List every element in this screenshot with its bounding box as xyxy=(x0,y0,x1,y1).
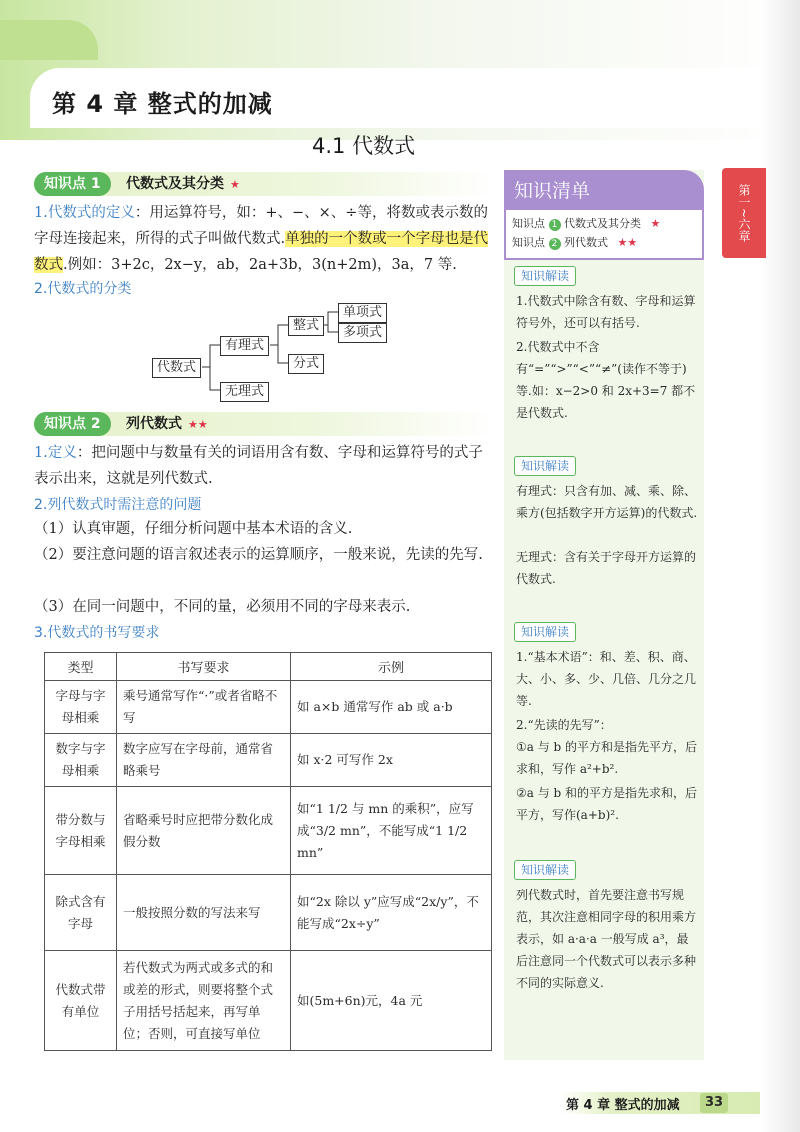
kp1-stars: ★ xyxy=(230,178,240,191)
kp2-notice-heading: 2.列代数式时需注意的问题 xyxy=(34,497,202,513)
kp2-definition xyxy=(34,440,496,492)
kp2-notice-1: （1）认真审题，仔细分析问题中基本术语的含义. xyxy=(34,521,353,537)
diagram-integral: 整式 xyxy=(288,316,324,336)
table-cell-type: 代数式带有单位 xyxy=(45,951,117,1051)
diagram-irrational: 无理式 xyxy=(220,382,269,402)
table-cell-rule: 乘号通常写作“·”或者省略不写 xyxy=(117,681,291,734)
page-edge-shadow xyxy=(760,0,800,1132)
kp2-tag: 知识点 2 xyxy=(34,412,111,436)
kp2-header xyxy=(34,412,494,436)
sidebar-note-4b: 2.“先读的先写”： xyxy=(516,718,612,732)
kp1-def-text-b: .例如：3+2c，2x−y，ab，2a+3b，3(n+2m)，3a，7 等. xyxy=(63,257,457,273)
sidebar-tag-insight: 知识解读 xyxy=(514,456,576,476)
kp2-def-text: ：把问题中与数量有关的词语用含有数、字母和运算符号的式子表示出来，这就是列代数式. xyxy=(34,445,483,487)
kp2-title-text: 列代数式 xyxy=(126,416,182,432)
sidebar-note-4c: ①a 与 b 的平方和是指先平方，后求和，写作 a²+b². xyxy=(516,740,698,776)
sidebar-note-3a: 有理式：只含有加、减、乘、除、乘方(包括数字开方运算)的代数式. xyxy=(516,484,698,520)
table-cell-type: 带分数与字母相乘 xyxy=(45,787,117,875)
table-cell-example: 如“1 1/2 与 mn 的乘积”，应写成“3/2 mn”，不能写成“1 1/2 mn” xyxy=(291,787,492,875)
sidebar-header xyxy=(504,170,704,210)
table-cell-type: 字母与字母相乘 xyxy=(45,681,117,734)
kp2-def-num: 1. xyxy=(34,445,48,461)
sidebar-note-3b: 无理式：含有关于字母开方运算的代数式. xyxy=(516,550,697,586)
sidebar-note-5: 列代数式时，首先要注意书写规范，其次注意相同字母的积用乘方表示，如 a·a·a 一般写成 a³，最后注意同一个代数式可以表示多种不同的实际意义. xyxy=(516,888,697,990)
sidebar-item-stars: ★★ xyxy=(617,236,638,249)
table-cell-rule: 一般按照分数的写法来写 xyxy=(117,875,291,951)
kp1-title-text: 代数式及其分类 xyxy=(126,176,224,192)
sidebar-tag-insight: 知识解读 xyxy=(514,266,576,286)
sidebar-knowledge-list xyxy=(504,210,704,260)
table-row xyxy=(45,875,492,951)
table-header: 示例 xyxy=(291,653,492,681)
page-number: 33 xyxy=(700,1093,728,1113)
table-cell-type: 除式含有字母 xyxy=(45,875,117,951)
sidebar-header-text: 知识清单 xyxy=(514,180,591,202)
sidebar-item-text: 代数式及其分类 xyxy=(564,217,641,230)
kp2-def-label: 定义 xyxy=(47,445,77,461)
kp2-rules-heading: 3.代数式的书写要求 xyxy=(34,625,160,641)
kp1-def-text-a: ：用运算符号，如：+、−、×、÷等，将数或表示数的字母连接起来，所得的式子叫做代数式. xyxy=(34,205,488,247)
table-cell-example: 如“2x 除以 y”应写成“2x/y”，不能写成“2x÷y” xyxy=(291,875,492,951)
writing-rules-table xyxy=(44,652,492,1051)
kp2-notice-3: （3）在同一问题中，不同的量，必须用不同的字母来表示. xyxy=(34,599,411,615)
sidebar-note-4a: 1.“基本术语”：和、差、积、商、大、小、多、少、几倍、几分之几等. xyxy=(516,650,697,708)
kp1-definition xyxy=(34,200,496,278)
chapter-title: 第 4 章 整式的加减 xyxy=(52,90,273,118)
kp1-def-num: 1. xyxy=(34,205,48,221)
kp2-notice-2: （2）要注意问题的语言叙述表示的运算顺序，一般来说，先读的先写. xyxy=(34,547,483,563)
sidebar-item-number: 2 xyxy=(549,238,561,250)
diagram-polynomial: 多项式 xyxy=(338,323,387,343)
diagram-fractional: 分式 xyxy=(288,354,324,374)
sidebar-item-kp2 xyxy=(512,233,696,252)
table-cell-example: 如 a×b 通常写作 ab 或 a·b xyxy=(291,681,492,734)
sidebar-tag-insight: 知识解读 xyxy=(514,860,576,880)
table-row xyxy=(45,951,492,1051)
sidebar-item-stars: ★ xyxy=(650,217,661,230)
kp1-title xyxy=(126,172,240,197)
sidebar-item-label: 知识点 xyxy=(512,236,545,249)
diagram-rational: 有理式 xyxy=(220,336,269,356)
table-header: 类型 xyxy=(45,653,117,681)
diagram-monomial: 单项式 xyxy=(338,303,387,323)
footer-chapter-title: 第 4 章 整式的加减 xyxy=(566,1098,680,1113)
sidebar-item-text: 列代数式 xyxy=(564,236,608,249)
table-header-row xyxy=(45,653,492,681)
kp1-header xyxy=(34,172,494,196)
kp1-def-highlight: 单独的一个数或一个字母也是代数式 xyxy=(34,231,489,273)
sidebar-note-4d: ②a 与 b 和的平方是指先求和，后平方，写作(a+b)². xyxy=(516,786,698,822)
kp2-title xyxy=(126,412,208,437)
header-decor-tab xyxy=(0,20,98,60)
table-row xyxy=(45,734,492,787)
sidebar-note-1: 1.代数式中除含有数、字母和运算符号外，还可以有括号. xyxy=(516,294,696,330)
kp1-def-label: 代数式的定义 xyxy=(47,205,135,221)
sidebar-tag-insight: 知识解读 xyxy=(514,622,576,642)
table-cell-example: 如 x·2 可写作 2x xyxy=(291,734,492,787)
sidebar-note-2: 2.代数式中不含有“=”“>”“<”“≠”(读作不等于)等.如：x−2>0 和 2x+3=7 都不是代数式. xyxy=(516,340,696,420)
table-cell-rule: 若代数式为两式或多式的和或差的形式，则要将整个式子用括号括起来，再写单位；否则，可直接写单位 xyxy=(117,951,291,1051)
kp1-class-heading: 2.代数式的分类 xyxy=(34,281,132,297)
knowledge-sidebar xyxy=(504,170,704,1060)
table-row xyxy=(45,787,492,875)
table-header: 书写要求 xyxy=(117,653,291,681)
table-cell-example: 如(5m+6n)元，4a 元 xyxy=(291,951,492,1051)
section-title: 4.1 代数式 xyxy=(312,134,416,158)
chapter-side-tab: 第一~六章 xyxy=(722,168,766,258)
table-row xyxy=(45,681,492,734)
kp2-stars: ★★ xyxy=(188,418,208,431)
kp1-tag: 知识点 1 xyxy=(34,172,111,196)
table-cell-type: 数字与字母相乘 xyxy=(45,734,117,787)
table-cell-rule: 省略乘号时应把带分数化成假分数 xyxy=(117,787,291,875)
sidebar-item-kp1 xyxy=(512,214,696,233)
sidebar-item-label: 知识点 xyxy=(512,217,545,230)
diagram-root: 代数式 xyxy=(152,358,201,378)
sidebar-item-number: 1 xyxy=(549,219,561,231)
table-cell-rule: 数字应写在字母前，通常省略乘号 xyxy=(117,734,291,787)
